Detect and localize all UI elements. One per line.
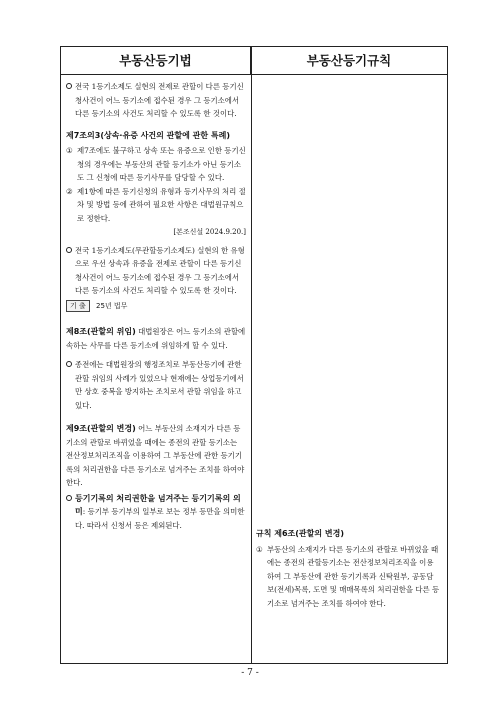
note-paragraph [66, 358, 246, 412]
exam-badge: 기 출 [66, 300, 90, 312]
exam-text: 25년 법무 [95, 301, 128, 310]
rule-6-paragraph-1 [256, 543, 440, 611]
circle-bullet-icon [66, 495, 72, 501]
exam-tag [66, 300, 246, 314]
article-7-3-title: 제7조의3(상속·유증 사건의 관할에 관한 특례) [66, 130, 230, 140]
rule-6-title: 규칙 제6조(관할의 변경) [256, 529, 345, 538]
paragraph-text: 부동산의 소재지가 다른 등기소의 관할로 바뀌었을 때에는 종전의 관할등기소는 전산정보처리조직을 이용하여 그 부동산에 관한 등기기록과 신탁원부, 공동담보(전세)목록, 도면 및 매매목록의 처리권한을 다른 등기소로 넘겨주는 조치를 하여야 한다. [267, 544, 440, 608]
article-9 [66, 422, 246, 490]
column-header-rules: 부동산등기규칙 [251, 47, 447, 75]
law-column [66, 80, 246, 540]
article-9-title: 제9조(관할의 변경) [66, 424, 136, 433]
article-9-text: 어느 부동산의 소재지가 다른 등기소의 관할로 바뀌었을 때에는 종전의 관할 등기소는 전산정보처리조직을 이용하여 그 부동산에 관한 등기기록의 처리권한을 다른 등기소로 넘겨주는 조치를 하여야 한다. [66, 424, 245, 487]
article-7-3-paragraph-1 [66, 144, 246, 185]
article-8-text: 대법원장은 어느 등기소의 관할에 속하는 사무를 다른 등기소에 위임하게 할 수 있다. [66, 327, 246, 350]
article-7-3-paragraph-2 [66, 185, 246, 226]
note-paragraph [66, 492, 246, 533]
circle-bullet-icon [66, 247, 72, 253]
amendment-note: [본조신설 2024.9.20.] [173, 228, 246, 236]
article-8 [66, 325, 246, 352]
note-text: 종전에는 대법원장의 행정조치로 부동산등기에 관한 관할 위임의 사례가 있었으나 현재에는 상업등기에서만 상호 중복을 방지하는 조치로서 관할 위임을 하고 있다. [75, 360, 244, 410]
paragraph-text: 제1항에 따른 등기신청의 유형과 등기사무의 처리 절차 및 방법 등에 관하여 필요한 사항은 대법원규칙으로 정한다. [77, 186, 246, 223]
note-text: 전국 1등기소제도 실현의 전제로 관할이 다른 등기신청사건이 어느 등기소에 접수된 경우 그 등기소에서 다른 등기소의 사건도 처리할 수 있도록 한 것이다. [75, 82, 244, 118]
column-header-law: 부동산등기법 [61, 47, 251, 75]
circle-bullet-icon [66, 361, 72, 367]
circle-bullet-icon [66, 83, 72, 89]
rules-column [256, 527, 440, 610]
note-paragraph [66, 244, 246, 298]
column-divider [251, 47, 252, 663]
note-text: : 등기부 등기부의 일부로 보는 정부 등만을 의미한다. 따라서 신청서 등은 제외된다. [75, 507, 245, 530]
note-text: 전국 1등기소제도(무관할등기소제도) 실현의 한 유형으로 우선 상속과 유증을 전제로 관할이 다른 등기신청사건이 어느 등기소에 접수된 경우 그 등기소에서 다른 등기소의 사건도 처리할 수 있도록 한 것이다. [75, 245, 245, 295]
note-title: 등기기록의 처리권한을 넘겨주는 등기기록의 의미 [75, 493, 241, 516]
paragraph-number: ① [256, 544, 263, 554]
article-8-title: 제8조(관할의 위임) [66, 327, 136, 336]
paragraph-number: ② [66, 186, 73, 196]
page-number: - 7 - [241, 668, 259, 678]
note-paragraph [66, 80, 246, 121]
paragraph-number: ① [66, 146, 73, 155]
paragraph-text: 제7조에도 불구하고 상속 또는 유증으로 인한 등기신청의 경우에는 부동산의 관할 등기소가 아닌 등기소도 그 신청에 따른 등기사무를 담당할 수 있다. [77, 146, 246, 182]
